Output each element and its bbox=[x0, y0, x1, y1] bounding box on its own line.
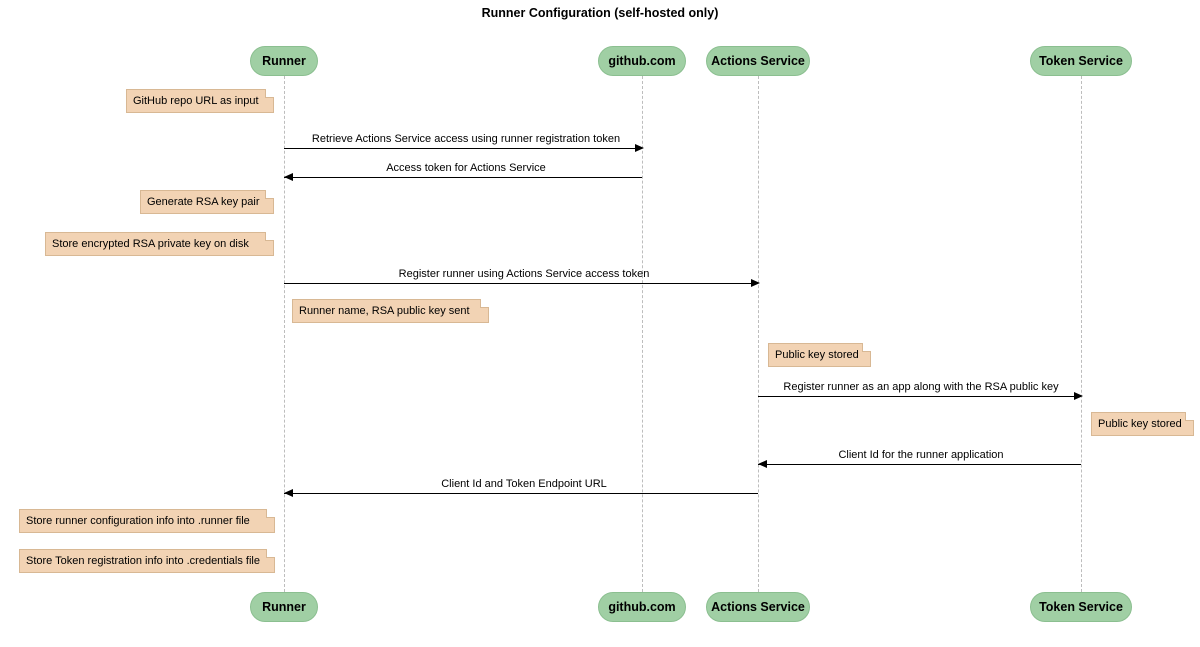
message-label: Register runner using Actions Service access token bbox=[398, 268, 650, 280]
actor-label: Token Service bbox=[1039, 600, 1123, 614]
actor-label: github.com bbox=[608, 54, 676, 68]
message-line bbox=[284, 177, 642, 178]
note bbox=[45, 232, 274, 256]
actor-github-com-bottom[interactable] bbox=[598, 592, 686, 622]
note-label: Public key stored bbox=[1098, 418, 1182, 430]
actor-label: Runner bbox=[262, 54, 306, 68]
message-line bbox=[284, 283, 758, 284]
note-label: Store runner configuration info into .runner file bbox=[26, 515, 250, 527]
message-label: Access token for Actions Service bbox=[386, 162, 546, 174]
lifeline-runner bbox=[284, 76, 285, 592]
note-label: Public key stored bbox=[775, 349, 859, 361]
message-line bbox=[758, 464, 1081, 465]
actor-token-service-bottom[interactable] bbox=[1030, 592, 1132, 622]
note bbox=[292, 299, 489, 323]
actor-label: Actions Service bbox=[711, 600, 805, 614]
message-label: Register runner as an app along with the RSA public key bbox=[783, 381, 1059, 393]
note-label: Runner name, RSA public key sent bbox=[299, 305, 470, 317]
note-label: Generate RSA key pair bbox=[147, 196, 260, 208]
lifeline-github-com bbox=[642, 76, 643, 592]
note bbox=[768, 343, 871, 367]
lifeline-actions-service bbox=[758, 76, 759, 592]
actor-github-com-top[interactable] bbox=[598, 46, 686, 76]
actor-label: Runner bbox=[262, 600, 306, 614]
actor-runner-bottom[interactable] bbox=[250, 592, 318, 622]
note bbox=[140, 190, 274, 214]
actor-runner-top[interactable] bbox=[250, 46, 318, 76]
message-line bbox=[758, 396, 1081, 397]
note bbox=[1091, 412, 1194, 436]
message-label: Client Id and Token Endpoint URL bbox=[441, 478, 607, 490]
message-label: Retrieve Actions Service access using runner registration token bbox=[311, 133, 621, 145]
message-line bbox=[284, 148, 642, 149]
note-label: Store Token registration info into .credentials file bbox=[26, 555, 260, 567]
note-label: Store encrypted RSA private key on disk bbox=[52, 238, 249, 250]
actor-label: github.com bbox=[608, 600, 676, 614]
actor-actions-service-bottom[interactable] bbox=[706, 592, 810, 622]
note bbox=[19, 509, 275, 533]
message-label: Client Id for the runner application bbox=[838, 449, 1004, 461]
note bbox=[19, 549, 275, 573]
actor-label: Actions Service bbox=[711, 54, 805, 68]
actor-label: Token Service bbox=[1039, 54, 1123, 68]
note-label: GitHub repo URL as input bbox=[133, 95, 259, 107]
diagram-title: Runner Configuration (self-hosted only) bbox=[481, 6, 719, 20]
actor-token-service-top[interactable] bbox=[1030, 46, 1132, 76]
lifeline-token-service bbox=[1081, 76, 1082, 592]
actor-actions-service-top[interactable] bbox=[706, 46, 810, 76]
note bbox=[126, 89, 274, 113]
message-line bbox=[284, 493, 758, 494]
